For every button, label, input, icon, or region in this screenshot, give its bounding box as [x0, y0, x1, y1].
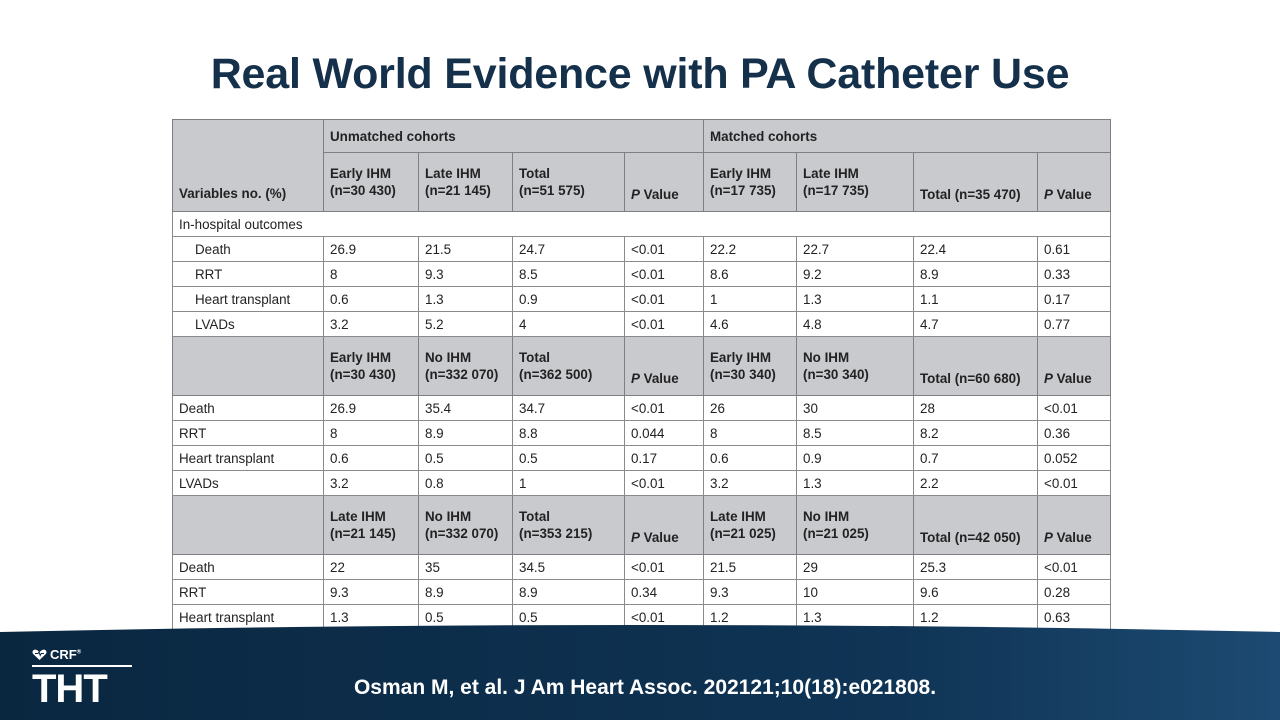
column-header-count: P Value	[1044, 187, 1092, 202]
table-cell: 9.6	[914, 580, 1038, 605]
table-cell: 0.17	[625, 446, 704, 471]
row-label: Death	[173, 237, 324, 262]
row-label: RRT	[173, 580, 324, 605]
column-header-count: (n=30 340)	[803, 367, 869, 382]
column-header-count: P Value	[631, 187, 679, 202]
table-row	[173, 421, 1111, 446]
column-header-count: Total (n=42 050)	[920, 530, 1021, 545]
column-header	[797, 153, 914, 212]
column-header	[419, 337, 513, 396]
table-cell: <0.01	[625, 605, 704, 630]
table-row	[173, 446, 1111, 471]
column-header-row	[173, 337, 1111, 396]
group-header-row	[173, 120, 1111, 153]
table-cell: <0.01	[625, 237, 704, 262]
table-cell: 0.5	[419, 605, 513, 630]
table-cell: 0.33	[1038, 262, 1111, 287]
outcomes-table	[172, 119, 1111, 655]
column-header	[797, 337, 914, 396]
table-cell: 8	[324, 262, 419, 287]
table-cell: 21.5	[419, 237, 513, 262]
column-header-count: P Value	[631, 371, 679, 386]
column-header-count: (n=30 430)	[330, 367, 396, 382]
table-cell: 1.2	[914, 605, 1038, 630]
column-header-count: P Value	[1044, 371, 1092, 386]
column-header-count: P Value	[631, 530, 679, 545]
column-header	[513, 496, 625, 555]
column-header	[625, 337, 704, 396]
table-cell: 8.9	[914, 262, 1038, 287]
column-header	[324, 153, 419, 212]
column-header-count: (n=362 500)	[519, 367, 593, 382]
table-cell: <0.01	[1038, 555, 1111, 580]
table-cell: 0.34	[625, 580, 704, 605]
table-body	[173, 120, 1111, 655]
table-cell: <0.01	[625, 312, 704, 337]
column-header-name: Late IHM	[803, 166, 859, 181]
table-cell: 29	[797, 555, 914, 580]
table-cell: 8.9	[419, 580, 513, 605]
table-cell: 1.3	[324, 605, 419, 630]
group-matched: Matched cohorts	[704, 120, 1111, 153]
table-cell: 10	[797, 580, 914, 605]
column-header-name: Early IHM	[710, 166, 772, 181]
column-header	[797, 496, 914, 555]
table-cell: 4.8	[797, 312, 914, 337]
table-cell: 28	[914, 396, 1038, 421]
table-cell: 8.8	[513, 421, 625, 446]
slide-title: Real World Evidence with PA Catheter Use	[210, 50, 1070, 98]
table-cell: 0.052	[1038, 446, 1111, 471]
column-header-count: (n=332 070)	[425, 526, 499, 541]
column-header-name: No IHM	[425, 509, 472, 524]
table-cell: 0.7	[914, 446, 1038, 471]
column-header	[419, 153, 513, 212]
table-row	[173, 580, 1111, 605]
column-header-count: (n=30 340)	[710, 367, 776, 382]
logo-tht-text: THT	[32, 667, 107, 711]
table-row	[173, 471, 1111, 496]
table-cell: 1.3	[419, 287, 513, 312]
column-header-name: Late IHM	[710, 509, 766, 524]
table-row	[173, 396, 1111, 421]
table-cell: 0.6	[324, 287, 419, 312]
heart-icon	[32, 649, 47, 661]
table-cell: 1.3	[797, 471, 914, 496]
section-row	[173, 212, 1111, 237]
table-cell: 22.4	[914, 237, 1038, 262]
table-cell: 0.9	[513, 287, 625, 312]
footer-background	[0, 622, 1280, 720]
table-cell: <0.01	[625, 555, 704, 580]
column-header	[324, 337, 419, 396]
column-header-count: (n=353 215)	[519, 526, 593, 541]
column-header	[625, 496, 704, 555]
column-header	[513, 153, 625, 212]
table-cell: 34.5	[513, 555, 625, 580]
group-unmatched: Unmatched cohorts	[324, 120, 704, 153]
column-header-name: Total	[519, 166, 550, 181]
column-header-count: (n=332 070)	[425, 367, 499, 382]
table-cell: 24.7	[513, 237, 625, 262]
column-header	[704, 153, 797, 212]
table-cell: 0.28	[1038, 580, 1111, 605]
table-cell: <0.01	[1038, 396, 1111, 421]
column-header-name: Early IHM	[330, 350, 392, 365]
column-header	[1038, 153, 1111, 212]
column-header-count: Total (n=60 680)	[920, 371, 1021, 386]
table-row	[173, 262, 1111, 287]
table-cell: 1.3	[797, 287, 914, 312]
table-cell: 0.61	[1038, 237, 1111, 262]
table-cell: 0.36	[1038, 421, 1111, 446]
column-header-count: Total (n=35 470)	[920, 187, 1021, 202]
row-label: LVADs	[173, 471, 324, 496]
table-cell: 1.1	[914, 287, 1038, 312]
column-header-name: Early IHM	[710, 350, 772, 365]
column-header-name: Early IHM	[330, 166, 392, 181]
column-header-count: (n=21 025)	[803, 526, 869, 541]
column-header-name: Total	[519, 509, 550, 524]
table-cell: 0.044	[625, 421, 704, 446]
table-cell: 22.7	[797, 237, 914, 262]
table-cell: 0.8	[419, 471, 513, 496]
table-cell: <0.01	[625, 262, 704, 287]
table-cell: 25.3	[914, 555, 1038, 580]
row-label: Heart transplant	[173, 605, 324, 630]
column-header-row	[173, 496, 1111, 555]
table-cell: 1	[513, 471, 625, 496]
table-cell: 4.7	[914, 312, 1038, 337]
table-cell: 8.2	[914, 421, 1038, 446]
column-header	[914, 337, 1038, 396]
column-header-count: (n=30 430)	[330, 183, 396, 198]
column-header	[704, 496, 797, 555]
table-row	[173, 287, 1111, 312]
column-header-name: Total	[519, 350, 550, 365]
table-cell: 8.6	[704, 262, 797, 287]
table-cell: 1.2	[704, 605, 797, 630]
column-header-name: No IHM	[425, 350, 472, 365]
table-cell: 0.9	[797, 446, 914, 471]
column-header	[1038, 337, 1111, 396]
table-cell: 9.2	[797, 262, 914, 287]
column-header-count: (n=51 575)	[519, 183, 585, 198]
table-cell: 26.9	[324, 237, 419, 262]
table-cell: 1.3	[797, 605, 914, 630]
table-cell: 8.9	[513, 580, 625, 605]
table-cell: 0.77	[1038, 312, 1111, 337]
table-cell: 21.5	[704, 555, 797, 580]
row-label: Death	[173, 555, 324, 580]
table-cell: <0.01	[1038, 471, 1111, 496]
table-cell: <0.01	[625, 287, 704, 312]
column-header-count: P Value	[1044, 530, 1092, 545]
table-cell: 8	[704, 421, 797, 446]
header-blank-cell	[173, 496, 324, 555]
column-header-count: (n=21 145)	[330, 526, 396, 541]
column-header	[419, 496, 513, 555]
column-header	[914, 496, 1038, 555]
table-cell: 35	[419, 555, 513, 580]
table-cell: <0.01	[625, 471, 704, 496]
table-cell: 8	[324, 421, 419, 446]
table-cell: 22.2	[704, 237, 797, 262]
table-cell: <0.01	[625, 396, 704, 421]
section-label: In-hospital outcomes	[173, 212, 1111, 237]
row-label: RRT	[173, 421, 324, 446]
row-label: LVADs	[173, 312, 324, 337]
column-header	[513, 337, 625, 396]
row-label: Death	[173, 396, 324, 421]
column-header	[625, 153, 704, 212]
header-blank-cell	[173, 337, 324, 396]
table-cell: 1	[704, 287, 797, 312]
table-cell: 4	[513, 312, 625, 337]
table-cell: 3.2	[704, 471, 797, 496]
citation: Osman M, et al. J Am Heart Assoc. 202121;10(18):e021808.	[353, 676, 937, 699]
table-cell: 30	[797, 396, 914, 421]
table-row	[173, 237, 1111, 262]
table-cell: 0.6	[704, 446, 797, 471]
table-cell: 0.6	[324, 446, 419, 471]
table-cell: 26.9	[324, 396, 419, 421]
row-label: RRT	[173, 262, 324, 287]
row-label: Heart transplant	[173, 446, 324, 471]
column-header	[324, 496, 419, 555]
column-header-count: (n=21 145)	[425, 183, 491, 198]
table-cell: 8.9	[419, 421, 513, 446]
table-cell: 8.5	[513, 262, 625, 287]
column-header-name: No IHM	[803, 350, 850, 365]
table-cell: 34.7	[513, 396, 625, 421]
table-cell: 0.5	[513, 605, 625, 630]
column-header-count: (n=17 735)	[710, 183, 776, 198]
table-cell: 9.3	[704, 580, 797, 605]
logo-crf-text: CRF®	[50, 647, 82, 662]
table-cell: 5.2	[419, 312, 513, 337]
table-cell: 26	[704, 396, 797, 421]
column-header-name: Late IHM	[425, 166, 481, 181]
table-row	[173, 555, 1111, 580]
table-cell: 2.2	[914, 471, 1038, 496]
table-cell: 0.5	[513, 446, 625, 471]
table-cell: 22	[324, 555, 419, 580]
column-header-count: (n=17 735)	[803, 183, 869, 198]
row-label: Heart transplant	[173, 287, 324, 312]
corner-label: Variables no. (%)	[173, 120, 324, 212]
table-cell: 9.3	[324, 580, 419, 605]
footer-band	[0, 622, 1280, 720]
column-header	[704, 337, 797, 396]
table-cell: 3.2	[324, 471, 419, 496]
table-cell: 9.3	[419, 262, 513, 287]
column-header	[914, 153, 1038, 212]
table-cell: 0.17	[1038, 287, 1111, 312]
table-cell: 4.6	[704, 312, 797, 337]
column-header	[1038, 496, 1111, 555]
table-cell: 0.5	[419, 446, 513, 471]
column-header-count: (n=21 025)	[710, 526, 776, 541]
table-cell: 8.5	[797, 421, 914, 446]
table-cell: 35.4	[419, 396, 513, 421]
table-cell: 3.2	[324, 312, 419, 337]
column-header-name: No IHM	[803, 509, 850, 524]
table-row	[173, 312, 1111, 337]
table-cell: 0.63	[1038, 605, 1111, 630]
column-header-name: Late IHM	[330, 509, 386, 524]
